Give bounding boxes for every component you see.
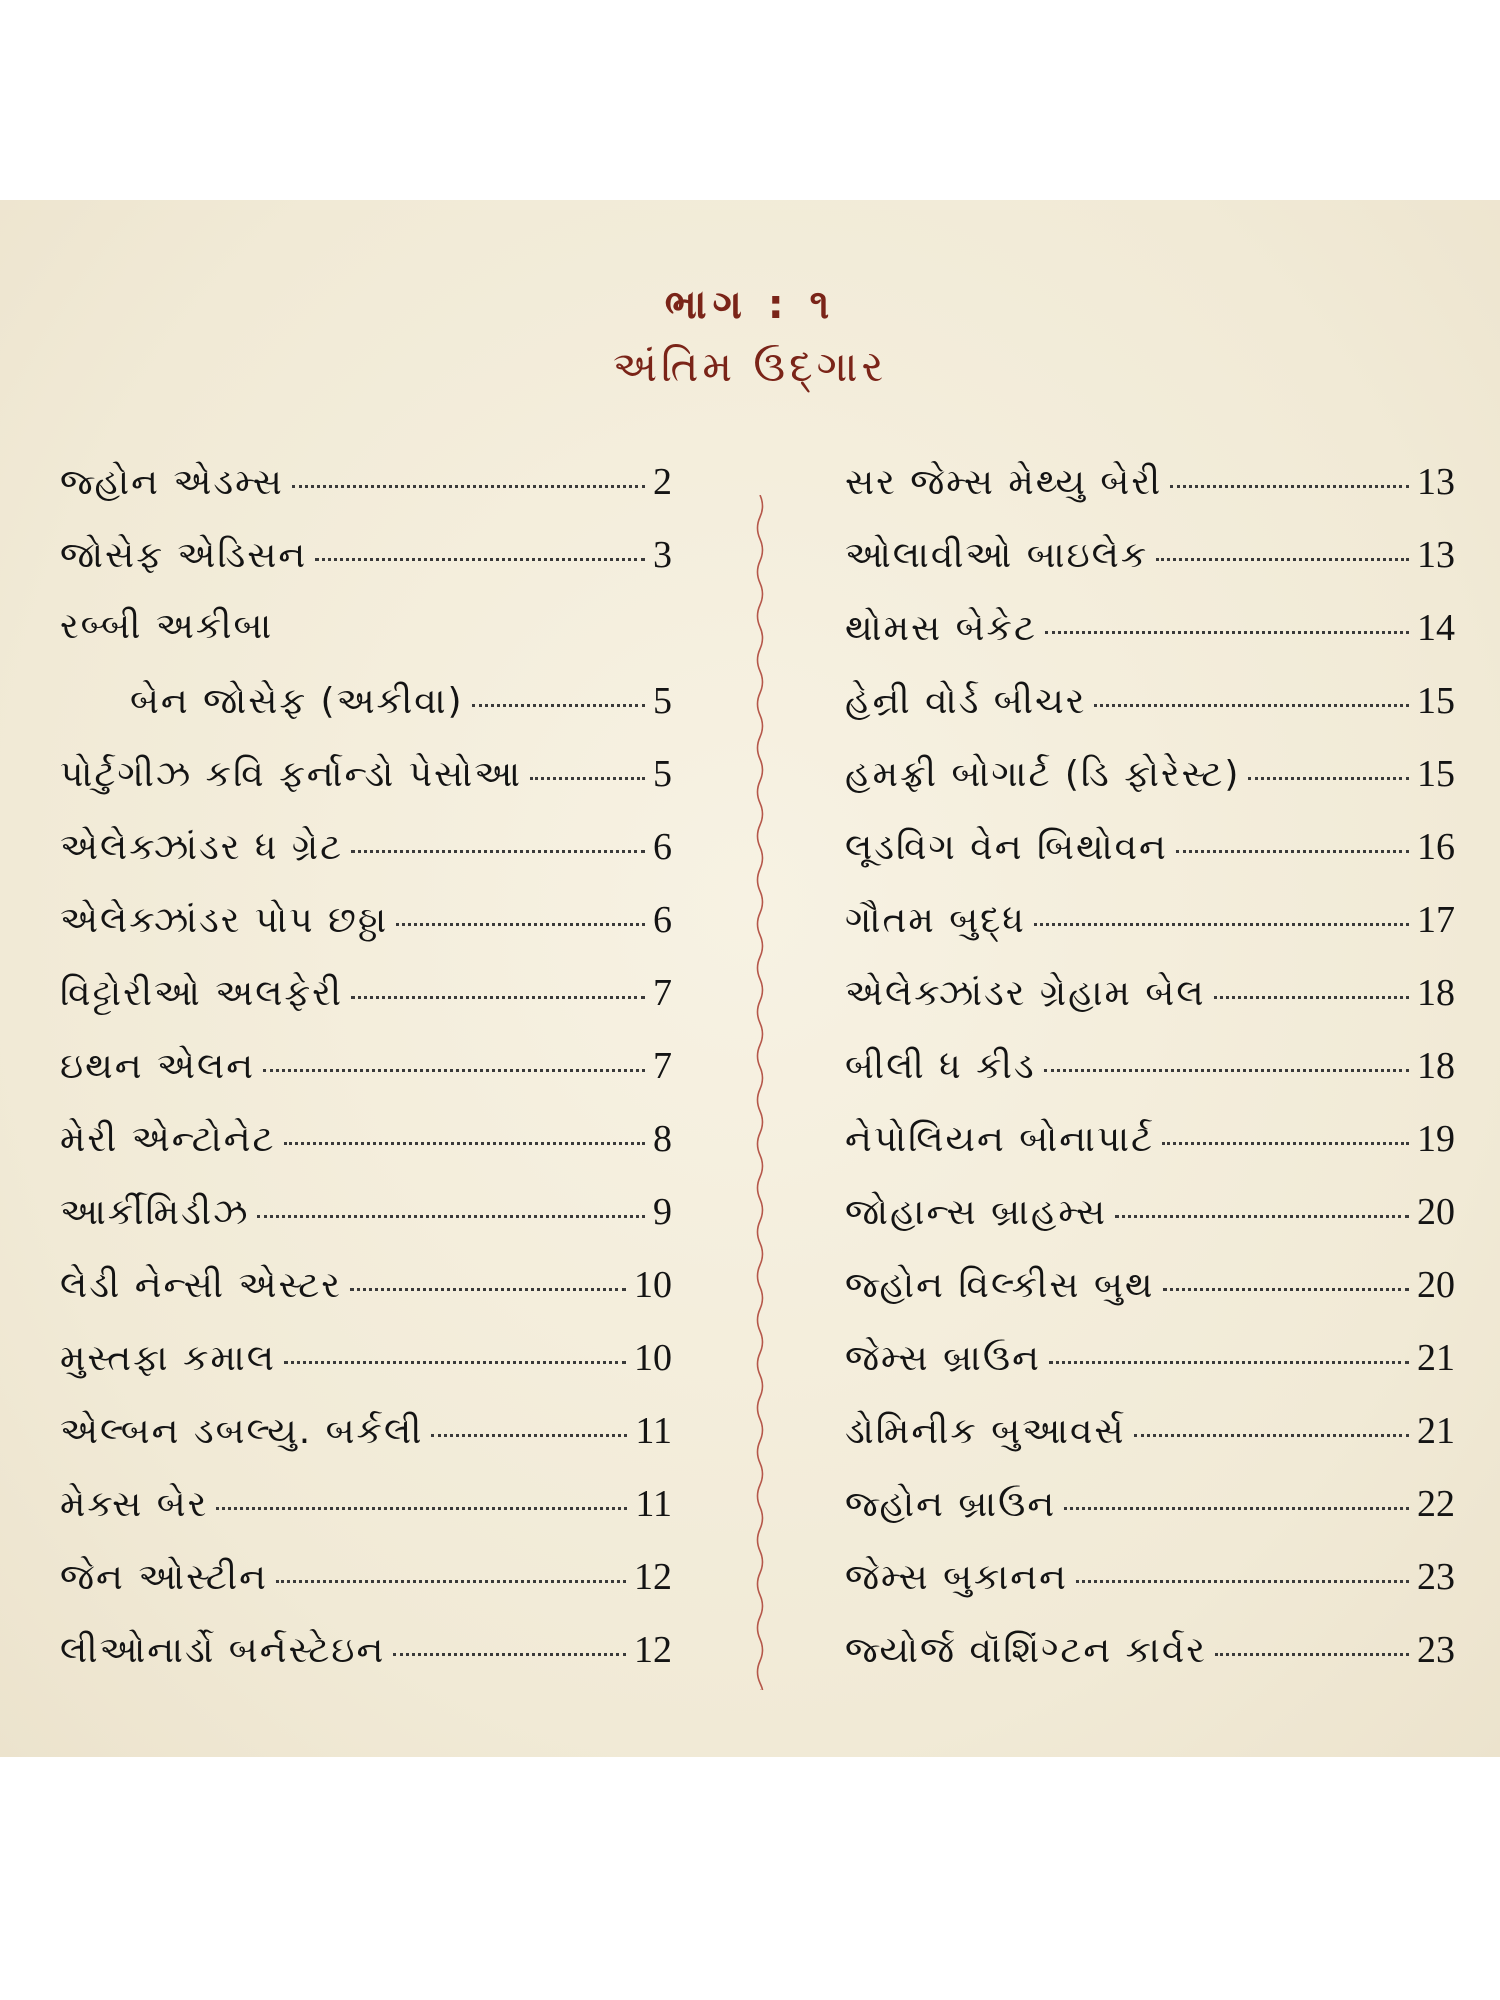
entry-name: એલેક્ઝાંડર પોપ છઠ્ઠા — [60, 900, 389, 941]
dot-leader — [1170, 485, 1409, 488]
entry-name: થોમસ બેકેટ — [845, 608, 1037, 649]
dot-leader — [1156, 558, 1409, 561]
dot-leader — [351, 850, 645, 853]
entry-page-number: 8 — [653, 1118, 672, 1160]
entry-page-number: 14 — [1417, 607, 1455, 649]
entry-name: ડોમિનીક બુઆવર્સ — [845, 1411, 1126, 1452]
entry-page-number: 15 — [1417, 680, 1455, 722]
contents-entry — [60, 606, 672, 679]
contents-entry — [60, 1044, 672, 1117]
entry-page-number: 12 — [634, 1556, 672, 1598]
entry-page-number: 5 — [653, 753, 672, 795]
dot-leader — [1163, 1288, 1409, 1291]
entry-page-number: 21 — [1417, 1410, 1455, 1452]
dot-leader — [1248, 777, 1409, 780]
entry-name: બેન જોસેફ (અકીવા) — [130, 681, 464, 722]
entry-page-number: 9 — [653, 1191, 672, 1233]
contents-entry — [845, 1044, 1455, 1117]
contents-entry — [845, 1482, 1455, 1555]
contents-right-column — [845, 460, 1455, 1701]
contents-entry — [845, 460, 1455, 533]
entry-page-number: 23 — [1417, 1629, 1455, 1671]
entry-page-number: 6 — [653, 899, 672, 941]
contents-entry — [60, 1336, 672, 1409]
dot-leader — [1115, 1215, 1409, 1218]
dot-leader — [530, 777, 645, 780]
entry-name: જ્હોન એડમ્સ — [60, 462, 284, 503]
contents-entry — [60, 1117, 672, 1190]
entry-page-number: 18 — [1417, 1045, 1455, 1087]
contents-entry — [60, 533, 672, 606]
entry-name: હમફ્રી બોગાર્ટ (ડિ ફોરેસ્ટ) — [845, 754, 1241, 795]
contents-entry — [845, 533, 1455, 606]
entry-name: જેમ્સ બ્રાઉન — [845, 1338, 1041, 1379]
book-page — [0, 200, 1500, 1757]
entry-name: એલેક્ઝાંડર ગ્રેહામ બેલ — [845, 973, 1206, 1014]
entry-name: મેરી એન્ટોનેટ — [60, 1119, 276, 1160]
contents-entry — [60, 898, 672, 971]
contents-entry — [845, 971, 1455, 1044]
dot-leader — [1176, 850, 1409, 853]
entry-page-number: 11 — [635, 1483, 672, 1525]
entry-name: લેડી નેન્સી એસ્ટર — [60, 1265, 342, 1306]
dot-leader — [315, 558, 645, 561]
dot-leader — [396, 923, 645, 926]
dot-leader — [284, 1142, 645, 1145]
contents-entry — [845, 752, 1455, 825]
contents-entry — [845, 679, 1455, 752]
contents-entry — [845, 1117, 1455, 1190]
entry-page-number: 6 — [653, 826, 672, 868]
entry-name: એલ્બન ડબલ્યુ. બર્કલી — [60, 1411, 424, 1452]
dot-leader — [1045, 631, 1409, 634]
dot-leader — [1044, 1069, 1409, 1072]
contents-entry — [845, 1263, 1455, 1336]
dot-leader — [1162, 1142, 1409, 1145]
dot-leader — [393, 1653, 626, 1656]
dot-leader — [1134, 1434, 1409, 1437]
entry-name: ગૌતમ બુદ્ધ — [845, 900, 1026, 941]
entry-name: લીઓનાર્ડો બર્નસ્ટેઇન — [60, 1630, 386, 1671]
entry-name: જેન ઓસ્ટીન — [60, 1557, 268, 1598]
dot-leader — [1214, 996, 1409, 999]
dot-leader — [1076, 1580, 1409, 1583]
entry-name: જ્યોર્જ વૉશિંગ્ટન કાર્વર — [845, 1630, 1207, 1671]
contents-left-column — [60, 460, 672, 1701]
entry-name: મેક્સ બેર — [60, 1484, 209, 1525]
entry-page-number: 10 — [634, 1337, 672, 1379]
contents-entry — [60, 752, 672, 825]
entry-page-number: 15 — [1417, 753, 1455, 795]
wavy-column-divider — [752, 495, 768, 1690]
contents-entry — [60, 1555, 672, 1628]
entry-page-number: 16 — [1417, 826, 1455, 868]
entry-page-number: 20 — [1417, 1264, 1455, 1306]
entry-name: મુસ્તફા કમાલ — [60, 1338, 276, 1379]
entry-name: જ્હોન વિલ્કીસ બુથ — [845, 1265, 1155, 1306]
entry-name: જ્હોન બ્રાઉન — [845, 1484, 1057, 1525]
contents-entry — [845, 1628, 1455, 1701]
entry-page-number: 7 — [653, 972, 672, 1014]
dot-leader — [263, 1069, 645, 1072]
entry-name: ઓલાવીઓ બાઇલેક — [845, 535, 1149, 576]
entry-page-number: 18 — [1417, 972, 1455, 1014]
contents-entry — [60, 1409, 672, 1482]
dot-leader — [472, 704, 645, 707]
entry-name: નેપોલિયન બોનાપાર્ટ — [845, 1119, 1154, 1160]
entry-name: લૂડવિગ વેન બિથોવન — [845, 827, 1168, 868]
entry-page-number: 11 — [635, 1410, 672, 1452]
dot-leader — [257, 1215, 645, 1218]
entry-name: ઇથન એલન — [60, 1046, 256, 1087]
entry-name: આર્કીમિડીઝ — [60, 1192, 250, 1233]
dot-leader — [216, 1507, 627, 1510]
entry-page-number: 10 — [634, 1264, 672, 1306]
entry-name: જોસેફ એડિસન — [60, 535, 308, 576]
dot-leader — [351, 996, 645, 999]
dot-leader — [1094, 704, 1409, 707]
entry-name: વિટ્ટોરીઓ અલફેરી — [60, 973, 344, 1014]
contents-entry — [845, 606, 1455, 679]
entry-page-number: 12 — [634, 1629, 672, 1671]
contents-entry — [60, 825, 672, 898]
contents-entry — [845, 1409, 1455, 1482]
entry-page-number: 17 — [1417, 899, 1455, 941]
contents-entry — [845, 1555, 1455, 1628]
entry-page-number: 22 — [1417, 1483, 1455, 1525]
contents-entry — [845, 1190, 1455, 1263]
contents-entry — [845, 898, 1455, 971]
contents-entry — [60, 679, 672, 752]
dot-leader — [292, 485, 645, 488]
dot-leader — [1215, 1653, 1409, 1656]
entry-page-number: 13 — [1417, 534, 1455, 576]
entry-page-number: 7 — [653, 1045, 672, 1087]
entry-name: સર જેમ્સ મેથ્યુ બેરી — [845, 462, 1163, 503]
dot-leader — [1049, 1361, 1409, 1364]
entry-name: બીલી ધ કીડ — [845, 1046, 1036, 1087]
entry-name: હેન્રી વોર્ડ બીચર — [845, 681, 1087, 722]
entry-name: પોર્ટુગીઝ કવિ ફર્નાન્ડો પેસોઆ — [60, 754, 523, 795]
dot-leader — [284, 1361, 626, 1364]
section-title: અંતિમ ઉદ્ગાર — [612, 342, 888, 391]
contents-entry — [845, 825, 1455, 898]
part-heading: ભાગ : ૧ — [664, 282, 836, 328]
dot-leader — [1034, 923, 1409, 926]
dot-leader — [350, 1288, 626, 1291]
dot-leader — [1064, 1507, 1409, 1510]
contents-entry — [60, 971, 672, 1044]
contents-entry — [60, 460, 672, 533]
dot-leader — [431, 1434, 627, 1437]
contents-entry — [845, 1336, 1455, 1409]
entry-page-number: 13 — [1417, 461, 1455, 503]
entry-name: રબ્બી અકીબા — [60, 606, 274, 647]
contents-entry — [60, 1263, 672, 1336]
entry-page-number: 2 — [653, 461, 672, 503]
entry-name: જેમ્સ બુકાનન — [845, 1557, 1068, 1598]
entry-name: જોહાન્સ બ્રાહમ્સ — [845, 1192, 1108, 1233]
contents-entry — [60, 1628, 672, 1701]
entry-page-number: 3 — [653, 534, 672, 576]
contents-entry — [60, 1482, 672, 1555]
entry-page-number: 23 — [1417, 1556, 1455, 1598]
entry-page-number: 5 — [653, 680, 672, 722]
entry-page-number: 20 — [1417, 1191, 1455, 1233]
dot-leader — [276, 1580, 626, 1583]
contents-entry — [60, 1190, 672, 1263]
entry-page-number: 19 — [1417, 1118, 1455, 1160]
entry-page-number: 21 — [1417, 1337, 1455, 1379]
entry-name: એલેક્ઝાંડર ધ ગ્રેટ — [60, 827, 344, 868]
